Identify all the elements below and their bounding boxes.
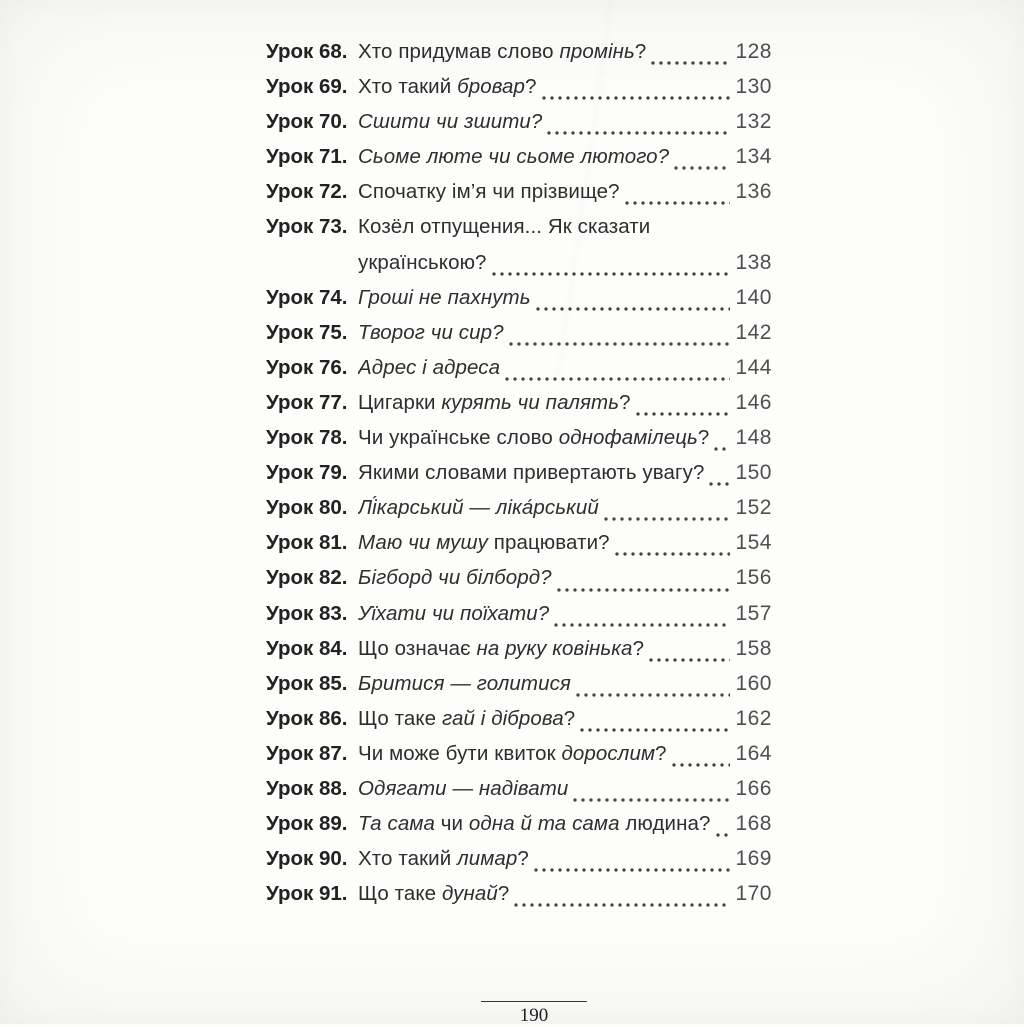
title-segment: Цигарки (358, 391, 441, 414)
dot-leader (580, 707, 730, 742)
title-segment: ? (525, 75, 537, 98)
lesson-label: Урок 72. (266, 180, 358, 204)
toc-row (266, 847, 772, 882)
title-segment: ? (564, 707, 576, 730)
toc-row (266, 566, 772, 601)
toc-row (266, 180, 772, 215)
page-footer (481, 1001, 587, 1027)
page-number: 132 (735, 110, 772, 134)
title-segment: Та сама (358, 812, 435, 835)
lesson-title (358, 742, 667, 766)
title-segment: Що таке (358, 707, 442, 730)
lesson-label: Урок 86. (266, 707, 358, 731)
dot-leader (604, 496, 731, 531)
toc-row (266, 812, 772, 847)
title-segment: Хто такий (358, 75, 457, 98)
title-segment: на руку ковінька (477, 637, 633, 660)
toc-list (266, 40, 772, 917)
toc-row (266, 882, 772, 917)
lesson-label: Урок 81. (266, 531, 358, 555)
title-segment: українською? (358, 251, 487, 274)
title-segment: ? (633, 637, 645, 660)
dot-leader (709, 461, 730, 496)
toc-row (266, 321, 772, 356)
title-segment: Якими словами привертають увагу? (358, 461, 704, 484)
toc-row (266, 531, 772, 566)
lesson-title (358, 356, 500, 380)
lesson-label: Урок 75. (266, 321, 358, 345)
toc-row (266, 461, 772, 496)
title-segment: Козёл отпущения... Як сказати (358, 215, 650, 238)
footer-page-number: 190 (520, 1005, 549, 1026)
toc-row (266, 356, 772, 391)
dot-leader (536, 286, 731, 321)
lesson-label: Урок 89. (266, 812, 358, 836)
lesson-label: Урок 88. (266, 777, 358, 801)
lesson-title (358, 426, 709, 450)
dot-leader (509, 321, 731, 356)
title-segment: Адрес і адреса (358, 356, 500, 379)
title-segment: чи (435, 812, 469, 835)
toc-row (266, 40, 772, 75)
lesson-title (358, 75, 537, 99)
page-number: 138 (735, 251, 772, 275)
lesson-label: Урок 84. (266, 637, 358, 661)
page-number: 162 (735, 707, 772, 731)
lesson-label: Урок 82. (266, 566, 358, 590)
toc-row (266, 286, 772, 321)
toc-row (266, 145, 772, 180)
title-segment: Уїхати чи поїхати? (358, 602, 549, 625)
page-number: 152 (735, 496, 772, 520)
title-segment: ? (517, 847, 529, 870)
title-segment: Чи українське слово (358, 426, 559, 449)
lesson-title (358, 812, 711, 836)
title-segment: промінь (559, 40, 634, 63)
page-number: 148 (735, 426, 772, 450)
toc-row (266, 391, 772, 426)
title-segment: Хто придумав слово (358, 40, 559, 63)
lesson-label: Урок 80. (266, 496, 358, 520)
title-segment: лимар (457, 847, 517, 870)
dot-leader (505, 356, 730, 391)
lesson-label: Урок 74. (266, 286, 358, 310)
title-segment: ? (698, 426, 710, 449)
lesson-label: Урок 87. (266, 742, 358, 766)
lesson-label: Урок 71. (266, 145, 358, 169)
dot-leader (547, 110, 730, 145)
page-number: 142 (735, 321, 772, 345)
dot-leader (714, 426, 730, 461)
lesson-title (358, 602, 549, 626)
title-segment: ? (635, 40, 647, 63)
dot-leader (636, 391, 731, 426)
toc-row (266, 637, 772, 672)
title-segment: Лі́карський — ліка́рський (358, 496, 599, 519)
lesson-title (358, 531, 610, 555)
dot-leader (576, 672, 730, 707)
dot-leader (557, 566, 731, 601)
page-number: 160 (735, 672, 772, 696)
page-number: 130 (735, 75, 772, 99)
lesson-label: Урок 70. (266, 110, 358, 134)
dot-leader (651, 40, 730, 75)
dot-leader (672, 742, 731, 777)
page-number: 158 (735, 637, 772, 661)
title-segment: ? (655, 742, 667, 765)
lesson-label: Урок 69. (266, 75, 358, 99)
dot-leader (649, 637, 730, 672)
title-segment: Сьоме люте чи сьоме лютого? (358, 145, 669, 168)
title-segment: Чи може бути квиток (358, 742, 562, 765)
lesson-title (358, 566, 552, 590)
title-segment: Одягати — надівати (358, 777, 568, 800)
lesson-title (358, 496, 599, 520)
lesson-label: Урок 90. (266, 847, 358, 871)
lesson-title (358, 637, 644, 661)
lesson-label: Урок 78. (266, 426, 358, 450)
lesson-title (358, 110, 542, 134)
page-number: 146 (735, 391, 772, 415)
dot-leader (542, 75, 731, 110)
lesson-title (358, 145, 669, 169)
lesson-label: Урок 83. (266, 602, 358, 626)
lesson-title (358, 251, 487, 275)
dot-leader (534, 847, 731, 882)
title-segment: бровар (457, 75, 525, 98)
page-number: 150 (735, 461, 772, 485)
lesson-title (358, 461, 704, 485)
toc-row (266, 742, 772, 777)
title-segment: курять чи палять (441, 391, 619, 414)
lesson-title (358, 180, 620, 204)
title-segment: Гроші не пахнуть (358, 286, 531, 309)
toc-row (266, 426, 772, 461)
toc-row (266, 110, 772, 145)
lesson-title (358, 672, 571, 696)
lesson-label: Урок 91. (266, 882, 358, 906)
lesson-title (358, 777, 568, 801)
page-number: 144 (735, 356, 772, 380)
lesson-label: Урок 77. (266, 391, 358, 415)
title-segment: Хто такий (358, 847, 457, 870)
page-number: 169 (735, 847, 772, 871)
page-number: 156 (735, 566, 772, 590)
lesson-label: Урок 76. (266, 356, 358, 380)
toc-row (266, 707, 772, 742)
title-segment: Бритися — голитися (358, 672, 571, 695)
dot-leader (674, 145, 730, 180)
dot-leader (492, 251, 731, 286)
dot-leader (514, 882, 730, 917)
title-segment: Бігборд чи білборд? (358, 566, 552, 589)
title-segment: Що таке (358, 882, 442, 905)
toc-row (266, 215, 772, 250)
lesson-title (358, 40, 646, 64)
title-segment: Творог чи сир? (358, 321, 504, 344)
title-segment: Що означає (358, 637, 477, 660)
toc-row-continuation (266, 251, 772, 286)
lesson-label: Урок 79. (266, 461, 358, 485)
lesson-title (358, 707, 575, 731)
page-number: 140 (735, 286, 772, 310)
title-segment: дунай (442, 882, 498, 905)
toc-row (266, 777, 772, 812)
dot-leader (573, 777, 730, 812)
title-segment: людина? (620, 812, 711, 835)
page-number: 170 (735, 882, 772, 906)
lesson-title (358, 286, 531, 310)
page-number: 128 (735, 40, 772, 64)
title-segment: Сшити чи зшити? (358, 110, 542, 133)
dot-leader (615, 531, 731, 566)
page-number: 166 (735, 777, 772, 801)
title-segment: однофамілець (559, 426, 698, 449)
lesson-label: Урок 68. (266, 40, 358, 64)
lesson-label: Урок 73. (266, 215, 358, 239)
title-segment: ? (619, 391, 631, 414)
dot-leader (716, 812, 731, 847)
title-segment: одна й та сама (469, 812, 620, 835)
title-segment: працювати? (488, 531, 610, 554)
lesson-label: Урок 85. (266, 672, 358, 696)
page-number: 164 (735, 742, 772, 766)
title-segment: гай і діброва (442, 707, 564, 730)
page-number: 136 (735, 180, 772, 204)
lesson-title (358, 847, 529, 871)
title-segment: Маю чи мушу (358, 531, 488, 554)
lesson-title (358, 321, 504, 345)
page-number: 168 (735, 812, 772, 836)
title-segment: ? (498, 882, 510, 905)
lesson-title (358, 882, 509, 906)
toc-row (266, 602, 772, 637)
dot-leader (625, 180, 731, 215)
toc-row (266, 672, 772, 707)
toc-row (266, 75, 772, 110)
title-segment: Спочатку ім’я чи прізвище? (358, 180, 620, 203)
dot-leader (554, 602, 730, 637)
page-number: 134 (735, 145, 772, 169)
page-number: 157 (735, 602, 772, 626)
page-number: 154 (735, 531, 772, 555)
lesson-title (358, 391, 631, 415)
title-segment: дорослим (562, 742, 656, 765)
toc-row (266, 496, 772, 531)
lesson-title (358, 215, 650, 239)
